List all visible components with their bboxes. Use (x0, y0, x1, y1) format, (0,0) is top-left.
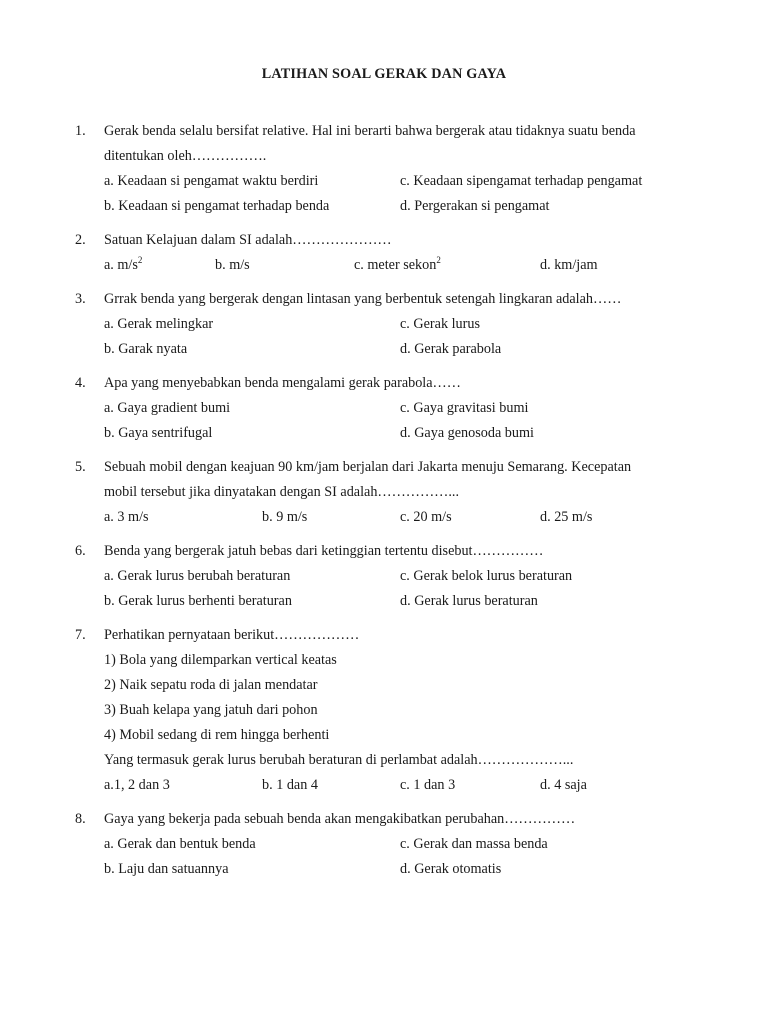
option-d: d. Gerak parabola (400, 341, 502, 357)
option-d: d. 4 saja (540, 777, 587, 793)
option-d: d. Gerak lurus beraturan (400, 593, 538, 609)
option-c-text: c. meter sekon (354, 257, 437, 273)
question-text-line: Gaya yang bekerja pada sebuah benda akan mengakibatkan perubahan…………… (104, 811, 576, 827)
question-number: 3. (75, 291, 86, 307)
option-a: a. Gerak dan bentuk benda (104, 836, 256, 852)
statement-4: 4) Mobil sedang di rem hingga berhenti (104, 727, 330, 743)
option-b: b. Garak nyata (104, 341, 188, 357)
option-a: a. Gerak lurus berubah beraturan (104, 568, 291, 584)
question-text-line: Apa yang menyebabkan benda mengalami gerak parabola…… (104, 375, 461, 391)
superscript: 2 (137, 255, 143, 265)
question-number: 2. (75, 232, 86, 248)
question-number: 8. (75, 811, 86, 827)
question-number: 6. (75, 543, 86, 559)
option-a: a. Keadaan si pengamat waktu berdiri (104, 173, 319, 189)
option-a: a. Gaya gradient bumi (104, 400, 231, 416)
option-a: a. 3 m/s (104, 509, 149, 525)
question-text-line: mobil tersebut jika dinyatakan dengan SI adalah……………... (104, 484, 459, 500)
option-c: c. Gaya gravitasi bumi (400, 400, 529, 416)
option-c: c. Keadaan sipengamat terhadap pengamat (400, 173, 643, 189)
question-number: 4. (75, 375, 86, 391)
statement-3: 3) Buah kelapa yang jatuh dari pohon (104, 702, 318, 718)
statement-2: 2) Naik sepatu roda di jalan mendatar (104, 677, 318, 693)
option-b: b. 1 dan 4 (262, 777, 318, 793)
question-text-line: Gerak benda selalu bersifat relative. Hal ini berarti bahwa bergerak atau tidaknya suatu benda (104, 123, 636, 139)
question-number: 1. (75, 123, 86, 139)
option-c: c. 1 dan 3 (400, 777, 456, 793)
option-d: d. km/jam (540, 257, 598, 273)
question-text-line: Yang termasuk gerak lurus berubah beraturan di perlambat adalah………………... (104, 752, 574, 768)
question-text-line: Benda yang bergerak jatuh bebas dari ketinggian tertentu disebut…………… (104, 543, 544, 559)
question-text-line: Satuan Kelajuan dalam SI adalah………………… (104, 232, 392, 248)
question-text-line: ditentukan oleh……………. (104, 148, 267, 164)
option-c: c. Gerak lurus (400, 316, 480, 332)
option-b: b. 9 m/s (262, 509, 308, 525)
superscript: 2 (436, 255, 441, 265)
page-title: LATIHAN SOAL GERAK DAN GAYA (261, 66, 507, 82)
question-text-line: Sebuah mobil dengan keajuan 90 km/jam berjalan dari Jakarta menuju Semarang. Kecepatan (104, 459, 632, 475)
option-b: b. Gerak lurus berhenti beraturan (104, 593, 292, 609)
option-a-text: a. m/s (104, 257, 138, 273)
option-c (354, 257, 441, 274)
option-c: c. 20 m/s (400, 509, 452, 525)
question-text-line: Perhatikan pernyataan berikut……………… (104, 627, 360, 643)
option-b: b. Laju dan satuannya (104, 861, 229, 877)
option-d: d. 25 m/s (540, 509, 593, 525)
question-number: 7. (75, 627, 86, 643)
option-b: b. Keadaan si pengamat terhadap benda (104, 198, 330, 214)
option-c: c. Gerak dan massa benda (400, 836, 548, 852)
question-text-line: Grrak benda yang bergerak dengan lintasan yang berbentuk setengah lingkaran adalah…… (104, 291, 622, 307)
option-d: d. Gerak otomatis (400, 861, 502, 877)
option-b: b. Gaya sentrifugal (104, 425, 213, 441)
statement-1: 1) Bola yang dilemparkan vertical keatas (104, 652, 337, 668)
option-c: c. Gerak belok lurus beraturan (400, 568, 573, 584)
option-a (104, 257, 142, 274)
option-d: d. Pergerakan si pengamat (400, 198, 550, 214)
option-d: d. Gaya genosoda bumi (400, 425, 534, 441)
option-a: a. Gerak melingkar (104, 316, 214, 332)
option-b: b. m/s (215, 257, 250, 273)
option-a: a.1, 2 dan 3 (104, 777, 170, 793)
question-number: 5. (75, 459, 86, 475)
